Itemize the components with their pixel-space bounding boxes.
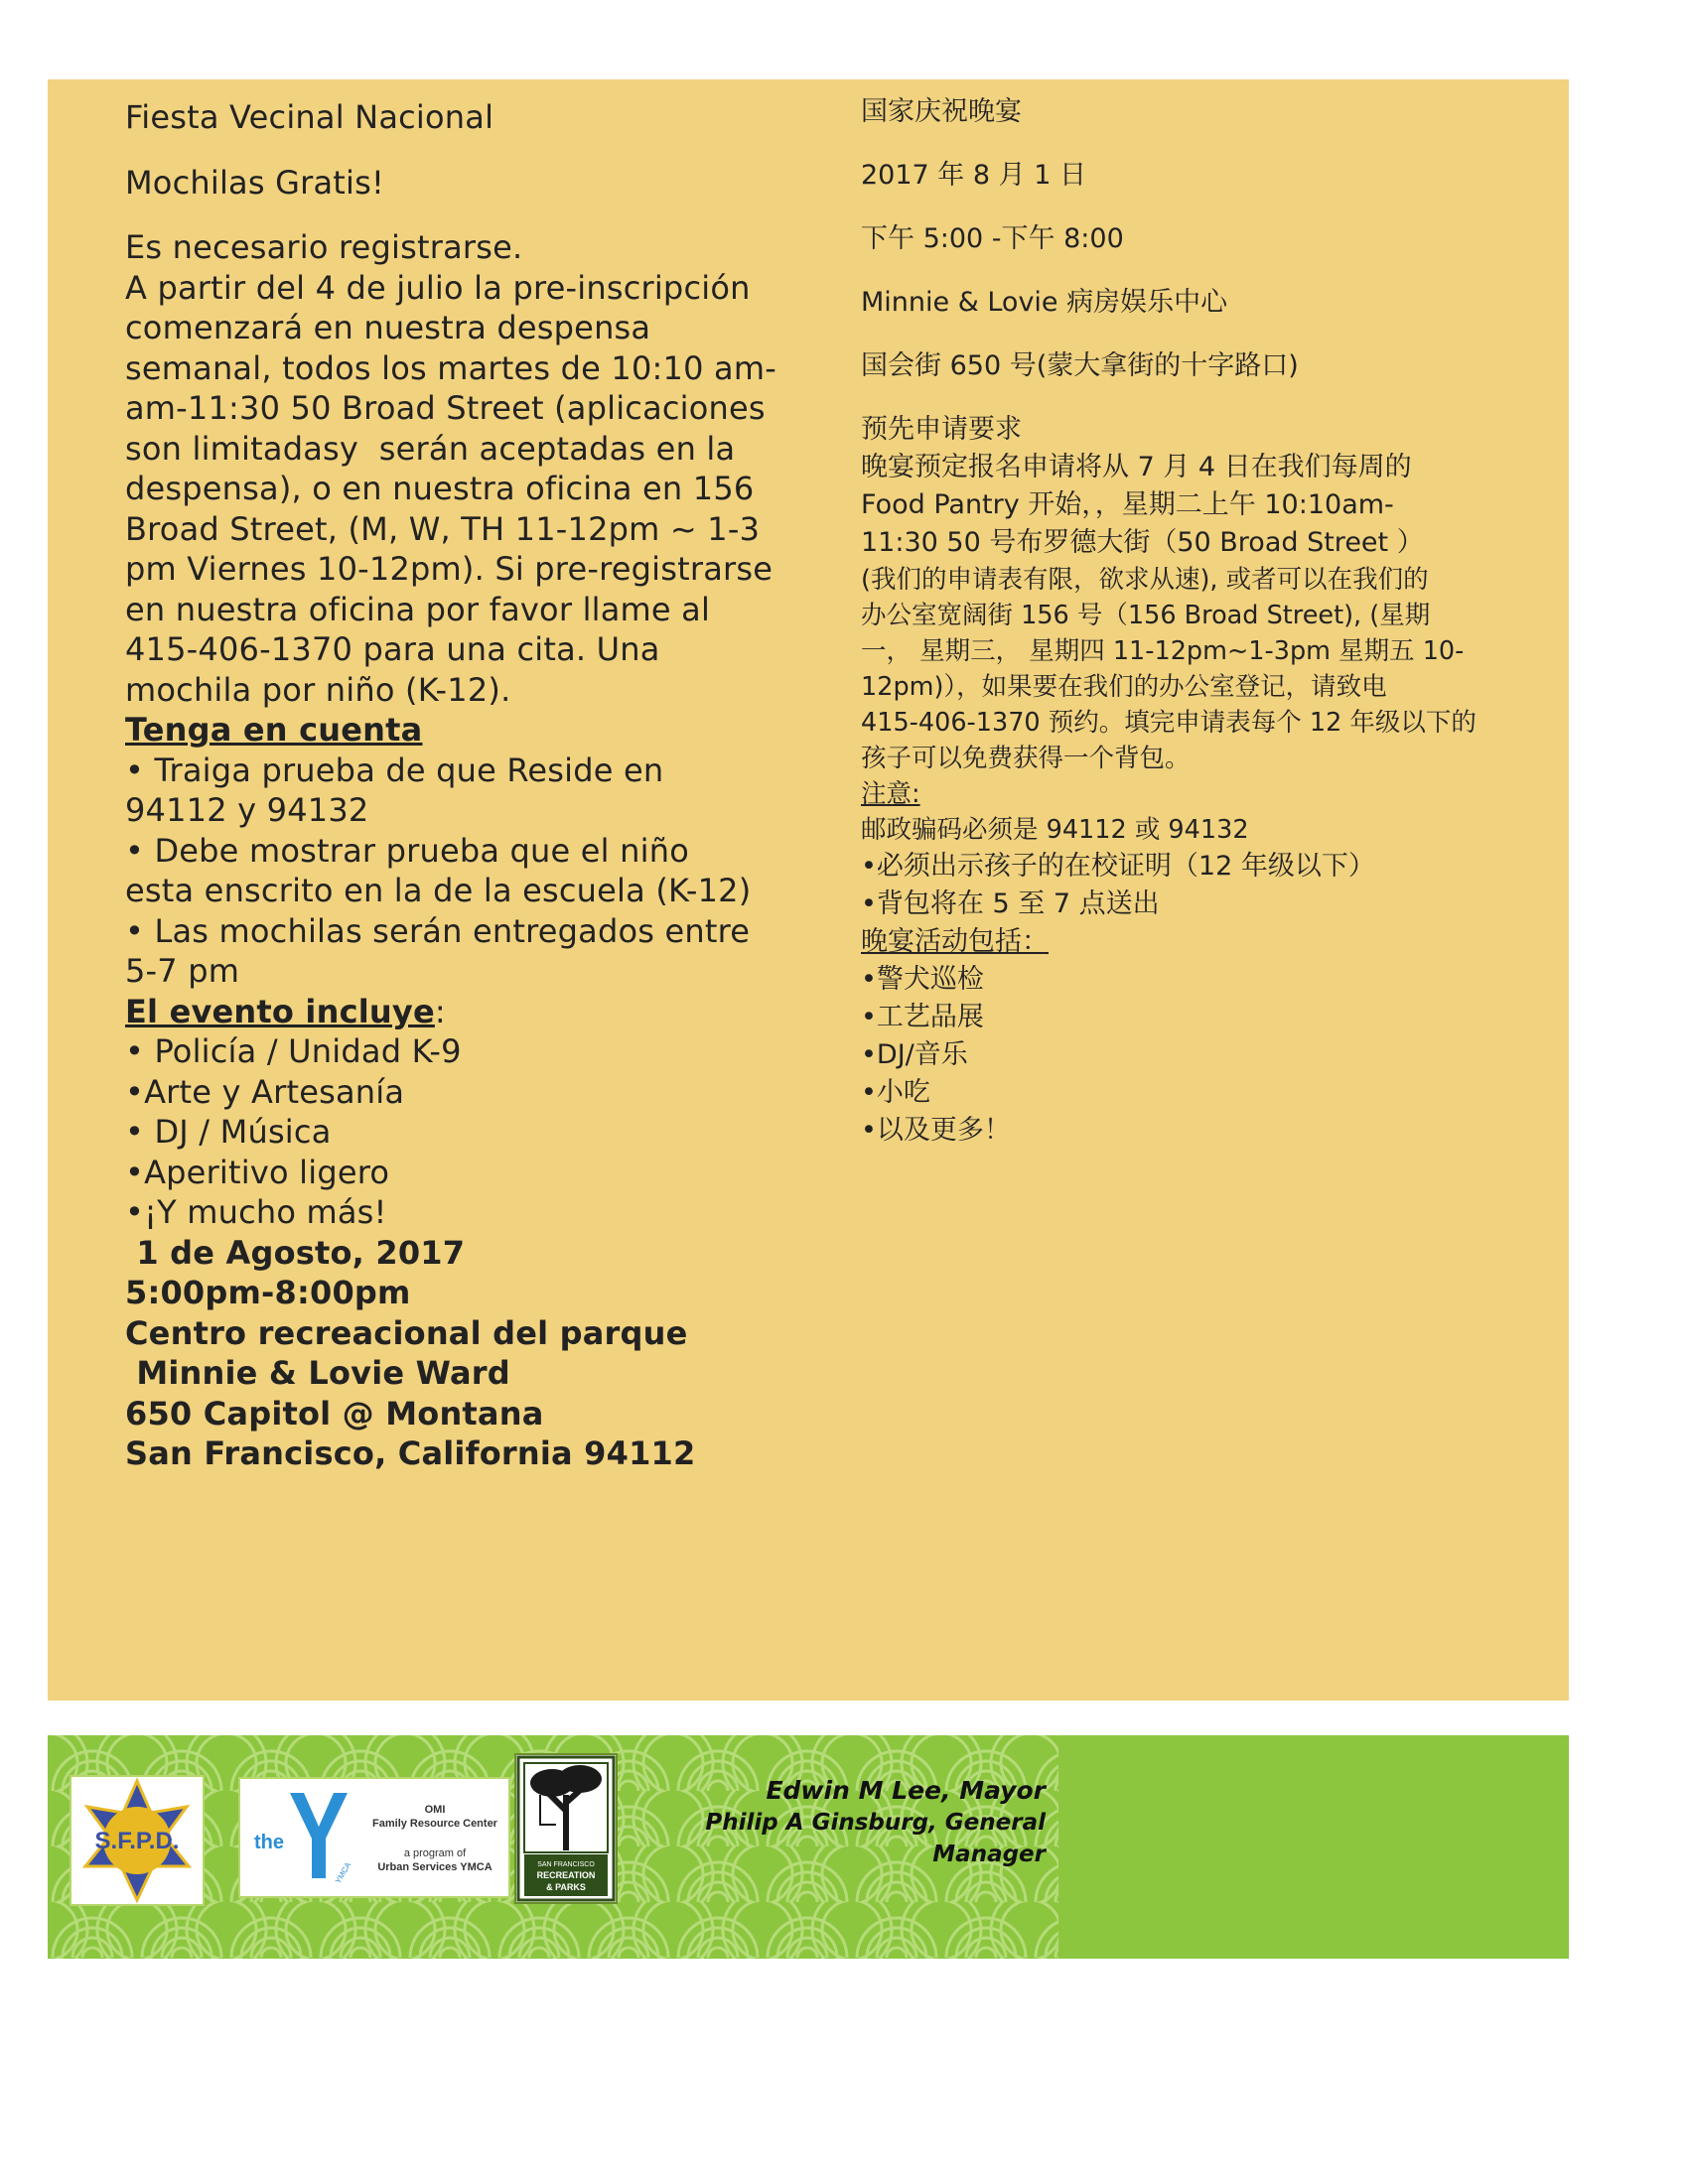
list-item: •Aperitivo ligero: [125, 1153, 390, 1191]
spanish-registration: [125, 227, 800, 710]
list-item: • Policía / Unidad K-9: [125, 1032, 462, 1070]
ymca-line3: a program of: [403, 1847, 467, 1859]
event-venue-name: Minnie & Lovie Ward: [125, 1354, 510, 1392]
heading-colon: :: [434, 992, 446, 1030]
text-line: Broad Street, (M, W, TH 11-12pm ~ 1-3: [125, 509, 761, 548]
text-line: 415-406-1370 para una cita. Una: [125, 630, 660, 668]
text-line: mochila por niño (K-12).: [125, 670, 511, 709]
text-line: son limitadasy serán aceptadas en la: [125, 429, 736, 468]
spanish-event-heading: El evento incluye: [125, 992, 435, 1030]
text-line: A partir del 4 de julio la pre-inscripción: [125, 268, 751, 307]
list-item: •必须出示孩子的在校证明（12 年级以下）: [861, 851, 1375, 882]
spanish-event-heading-row: [125, 992, 800, 1032]
spanish-note-heading: Tenga en cuenta: [125, 711, 423, 749]
text-line: 415-406-1370 预约。填完申请表每个 12 年级以下的: [861, 708, 1477, 738]
list-item: • Debe mostrar prueba que el niño: [125, 831, 689, 870]
chinese-title: 国家庆祝晚宴: [861, 96, 1022, 127]
parks-line1: SAN FRANCISCO: [537, 1861, 595, 1868]
text-line: Food Pantry 开始，，星期二上午 10:10am-: [861, 489, 1394, 520]
spanish-title: Fiesta Vecinal Nacional: [125, 98, 494, 136]
chinese-notes: [861, 812, 1546, 923]
list-item: esta enscrito en la de la escuela (K-12): [125, 872, 752, 909]
list-item: •背包将在 5 至 7 点送出: [861, 888, 1160, 919]
parks-line2: RECREATION: [536, 1870, 596, 1880]
parks-line3: & PARKS: [546, 1882, 586, 1892]
list-item: •以及更多！: [861, 1115, 1011, 1146]
event-address: 650 Capitol @ Montana: [125, 1394, 544, 1433]
officials-block: [604, 1775, 1046, 1870]
list-item: •DJ/音乐: [861, 1039, 968, 1070]
text-line: 晚宴预定报名申请将从 7 月 4 日在我们每周的: [861, 452, 1412, 482]
chinese-date: 2017 年 8 月 1 日: [861, 160, 1086, 191]
mayor-name: Edwin M Lee, Mayor: [766, 1776, 1046, 1805]
text-line: 12pm)），如果要在我们的办公室登记，请致电: [861, 672, 1387, 702]
text-line: semanal, todos los martes de 10:10 am-: [125, 348, 776, 387]
text-line: despensa), o en nuestra oficina en 156: [125, 470, 755, 507]
footer-banner: [48, 1735, 1569, 1959]
spanish-event-list: [125, 1031, 800, 1233]
rec-parks-logo: [514, 1753, 618, 1904]
text-line: (我们的申请表有限，欲求从速), 或者可以在我们的: [861, 565, 1429, 595]
general-manager-name: Philip A Ginsburg, General Manager: [705, 1810, 1046, 1867]
event-city: San Francisco, California 94112: [125, 1434, 696, 1472]
chinese-event-list: [861, 961, 1546, 1150]
text-line: 孩子可以免费获得一个背包。: [861, 744, 1191, 773]
event-time: 5:00pm-8:00pm: [125, 1274, 411, 1311]
ymca-line4: Urban Services YMCA: [377, 1861, 492, 1873]
list-item: •工艺品展: [861, 1002, 984, 1032]
list-item: • DJ / Música: [125, 1113, 332, 1151]
text-line: 办公室宽阔街 156 号（156 Broad Street), (星期: [861, 601, 1431, 630]
spanish-column: [125, 97, 800, 1474]
spanish-notes: [125, 751, 800, 992]
list-item: •小吃: [861, 1077, 930, 1108]
list-item: •¡Y mucho más!: [125, 1193, 387, 1231]
chinese-note-heading: 注意:: [861, 779, 920, 809]
event-venue: Centro recreacional del parque: [125, 1313, 688, 1352]
chinese-event-heading: 晚宴活动包括：: [861, 926, 1049, 957]
ymca-line2: Family Resource Center: [372, 1818, 497, 1830]
text-line: comenzará en nuestra despensa: [125, 309, 651, 346]
text-line: en nuestra oficina por favor llame al: [125, 590, 711, 628]
text-line: am-11:30 50 Broad Street (aplicaciones: [125, 389, 766, 427]
list-item: 邮政骗码必须是 94112 或 94132: [861, 815, 1249, 845]
ymca-line1: OMI: [424, 1804, 446, 1816]
list-item: 94112 y 94132: [125, 791, 369, 829]
list-item: •警犬巡检: [861, 964, 984, 995]
event-date: 1 de Agosto, 2017: [125, 1233, 466, 1272]
spanish-event-details: [125, 1233, 800, 1474]
text-line: 一， 星期三， 星期四 11-12pm~1-3pm 星期五 10-: [861, 636, 1465, 666]
chinese-registration-details: [861, 562, 1546, 776]
sfpd-logo: [70, 1775, 205, 1906]
text-line: Es necesario registrarse.: [125, 228, 523, 266]
chinese-time: 下午 5:00 -下午 8:00: [861, 223, 1124, 254]
text-line: 11:30 50 号布罗德大街（50 Broad Street ）: [861, 527, 1424, 558]
sfpd-logo-text: S.F.P.D.: [94, 1828, 180, 1854]
chinese-address: 国会街 650 号(蒙大拿街的十字路口): [861, 350, 1299, 381]
footer-pattern: [48, 1735, 1058, 1959]
ymca-the: the: [254, 1832, 284, 1853]
list-item: 5-7 pm: [125, 952, 240, 990]
list-item: • Traiga prueba de que Reside en: [125, 751, 664, 789]
chinese-registration: [861, 411, 1546, 562]
spanish-subtitle: Mochilas Gratis!: [125, 163, 384, 202]
text-line: 预先申请要求: [861, 414, 1022, 445]
chinese-venue: Minnie & Lovie 病房娱乐中心: [861, 287, 1228, 318]
chinese-column: [861, 93, 1546, 1150]
ymca-small: YMCA: [333, 1860, 353, 1885]
text-line: pm Viernes 10-12pm). Si pre-registrarse: [125, 550, 774, 588]
list-item: • Las mochilas serán entregados entre: [125, 911, 751, 950]
ymca-logo: [238, 1777, 510, 1898]
list-item: •Arte y Artesanía: [125, 1072, 405, 1111]
